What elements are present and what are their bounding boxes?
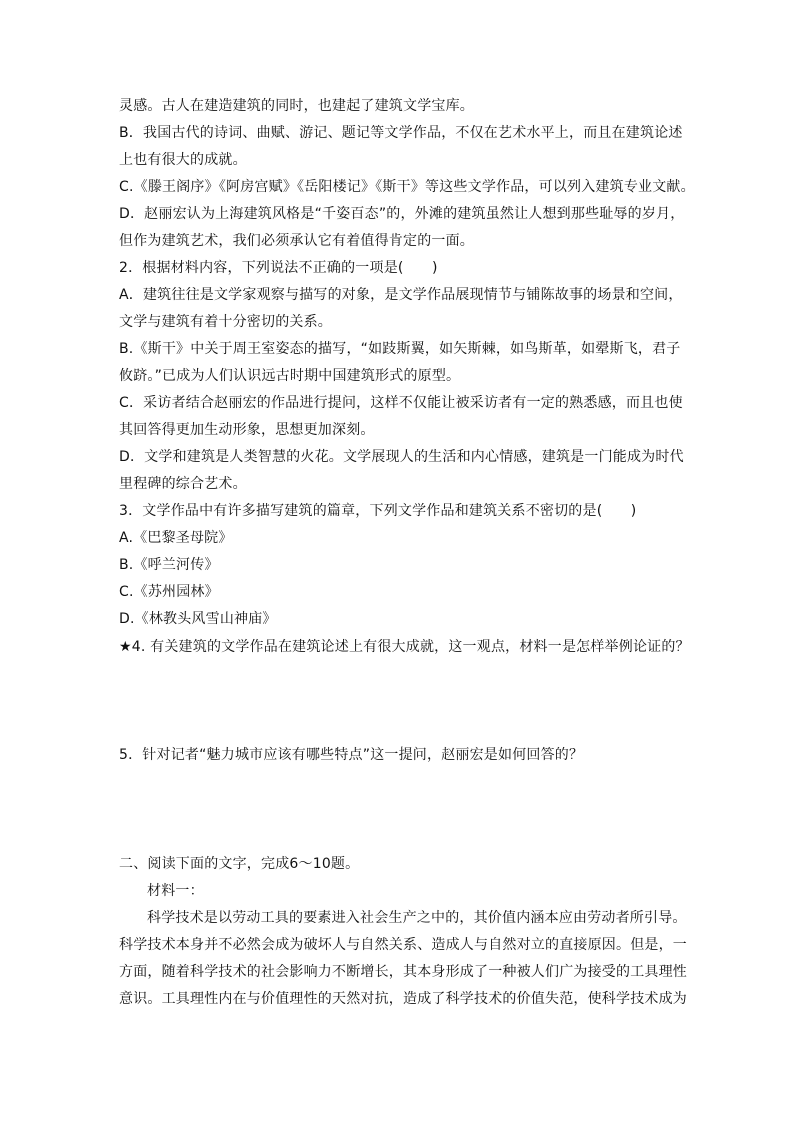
passage-line-1: 科学技术是以劳动工具的要素进入社会生产之中的，其价值内涵本应由劳动者所引导。 xyxy=(147,910,687,926)
q2-option-c-line-1: C．采访者结合赵丽宏的作品进行提问，这样不仅能让被采访者有一定的熟悉感，而且也使 xyxy=(119,395,683,411)
material-1-label: 材料一： xyxy=(147,883,204,899)
q2-option-a-line-1: A．建筑往往是文学家观察与描写的对象，是文学作品展现情节与铺陈故事的场景和空间， xyxy=(119,287,683,303)
question-3: 3．文学作品中有许多描写建筑的篇章，下列文学作品和建筑关系不密切的是( ) xyxy=(119,503,637,519)
question-4: ★4. 有关建筑的文学作品在建筑论述上有很大成就，这一观点，材料一是怎样举例论证的？ xyxy=(119,639,690,655)
q3-option-a: A.《巴黎圣母院》 xyxy=(119,530,233,546)
q2-option-d-line-2: 里程碑的综合艺术。 xyxy=(119,476,247,492)
q3-option-c: C.《苏州园林》 xyxy=(119,584,219,600)
question-5: 5．针对记者“魅力城市应该有哪些特点”这一提问，赵丽宏是如何回答的？ xyxy=(119,747,584,763)
q2-option-a-line-2: 文学与建筑有着十分密切的关系。 xyxy=(119,314,332,330)
option-c-line: C.《滕王阁序》《阿房宫赋》《岳阳楼记》《斯干》等这些文学作品，可以列入建筑专业文献。 xyxy=(119,179,695,195)
passage-line-2: 科学技术本身并不必然会成为破坏人与自然关系、造成人与自然对立的直接原因。但是，一 xyxy=(119,937,687,953)
passage-line-3: 方面，随着科学技术的社会影响力不断增长，其本身形成了一种被人们广为接受的工具理性 xyxy=(119,964,687,980)
option-d-line-1: D．赵丽宏认为上海建筑风格是“千姿百态”的，外滩的建筑虽然让人想到那些耻辱的岁月， xyxy=(119,206,685,222)
q2-option-c-line-2: 其回答得更加生动形象，思想更加深刻。 xyxy=(119,422,375,438)
q2-option-b-line-1: B.《斯干》中关于周王室姿态的描写，“如跂斯翼，如矢斯棘，如鸟斯革，如翚斯飞，君子 xyxy=(119,341,681,357)
q2-option-d-line-1: D．文学和建筑是人类智慧的火花。文学展现人的生活和内心情感，建筑是一门能成为时代 xyxy=(119,449,684,465)
passage-line-4: 意识。工具理性内在与价值理性的天然对抗，造成了科学技术的价值失范，使科学技术成为 xyxy=(119,991,687,1007)
section-2-heading: 二、阅读下面的文字，完成6～10题。 xyxy=(119,856,360,872)
option-d-line-2: 但作为建筑艺术，我们必须承认它有着值得肯定的一面。 xyxy=(119,233,474,249)
q2-option-b-line-2: 攸跻。”已成为人们认识远古时期中国建筑形式的原型。 xyxy=(119,368,461,384)
option-b-line-1: B．我国古代的诗词、曲赋、游记、题记等文学作品，不仅在艺术水平上，而且在建筑论述 xyxy=(119,125,683,141)
text-line: 灵感。古人在建造建筑的同时，也建起了建筑文学宝库。 xyxy=(119,98,474,114)
option-b-line-2: 上也有很大的成就。 xyxy=(119,152,247,168)
question-2: 2．根据材料内容，下列说法不正确的一项是( ) xyxy=(119,260,438,276)
q3-option-d: D.《林教头风雪山神庙》 xyxy=(119,611,277,627)
q3-option-b: B.《呼兰河传》 xyxy=(119,557,219,573)
